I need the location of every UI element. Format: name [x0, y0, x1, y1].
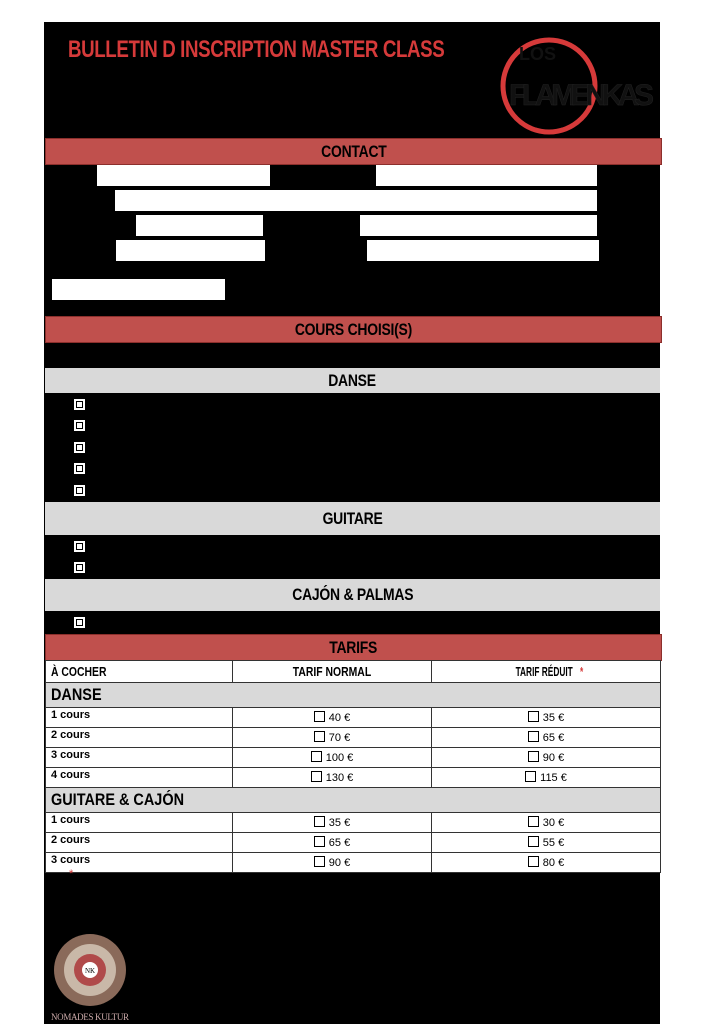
- checkbox[interactable]: [311, 771, 322, 782]
- tarifs-header-row: [46, 661, 661, 683]
- tarifs-table: [45, 660, 661, 873]
- danse-checkbox-4[interactable]: [73, 462, 86, 475]
- extra-field[interactable]: [52, 279, 225, 300]
- table-row: [46, 833, 661, 853]
- table-row: [46, 728, 661, 748]
- table-row: [46, 748, 661, 768]
- col-tarif-reduit: TARIF RÉDUIT *: [432, 661, 661, 683]
- nomades-kultur-logo: [50, 928, 130, 1024]
- col-a-cocher: À COCHER: [46, 661, 233, 683]
- guitare-category-row: [46, 788, 661, 813]
- postcode-field[interactable]: [136, 215, 263, 236]
- logo-caption: NOMADES KULTUR: [51, 1012, 129, 1022]
- table-row: [46, 853, 661, 873]
- firstname-field[interactable]: [376, 165, 597, 186]
- danse-checkbox-5[interactable]: [73, 484, 86, 497]
- footnote-star: *: [69, 868, 74, 880]
- checkbox[interactable]: [314, 836, 325, 847]
- checkbox[interactable]: [314, 816, 325, 827]
- row-label: 2 cours: [46, 728, 233, 748]
- guitare-category-label: GUITARE & CAJÓN: [46, 788, 661, 813]
- flamenkas-logo: [499, 30, 659, 140]
- checkbox[interactable]: [528, 836, 539, 847]
- price-reduit: 35 €: [542, 712, 565, 724]
- row-label: 1 cours: [46, 708, 233, 728]
- checkbox[interactable]: [525, 771, 536, 782]
- price-reduit: 30 €: [542, 817, 565, 829]
- svg-text:FLAMENKAS: FLAMENKAS: [509, 79, 654, 112]
- price-normal: 40 €: [328, 712, 351, 724]
- guitare-checkbox-1[interactable]: [73, 540, 86, 553]
- checkbox[interactable]: [528, 711, 539, 722]
- checkbox[interactable]: [311, 751, 322, 762]
- table-row: [46, 708, 661, 728]
- row-label: 4 cours: [46, 768, 233, 788]
- row-label: 1 cours: [46, 813, 233, 833]
- checkbox[interactable]: [528, 816, 539, 827]
- section-cours-choisis: COURS CHOISI(S): [45, 316, 662, 343]
- logo-monogram: NK: [84, 967, 96, 975]
- checkbox[interactable]: [314, 711, 325, 722]
- row-label: 3 cours: [46, 853, 233, 873]
- cajon-checkbox-1[interactable]: [73, 616, 86, 629]
- price-normal: 90 €: [328, 857, 351, 869]
- phone-field[interactable]: [116, 240, 265, 261]
- form-title: BULLETIN D INSCRIPTION MASTER CLASS: [68, 36, 445, 63]
- checkbox[interactable]: [528, 856, 539, 867]
- section-contact: CONTACT: [45, 138, 662, 165]
- danse-checkbox-1[interactable]: [73, 398, 86, 411]
- danse-checkbox-3[interactable]: [73, 441, 86, 454]
- danse-category-row: [46, 683, 661, 708]
- table-row: [46, 768, 661, 788]
- table-row: [46, 813, 661, 833]
- row-label: 2 cours: [46, 833, 233, 853]
- checkbox[interactable]: [528, 731, 539, 742]
- guitare-checkbox-2[interactable]: [73, 561, 86, 574]
- section-cajon-palmas: CAJÓN & PALMAS: [45, 579, 660, 611]
- city-field[interactable]: [360, 215, 597, 236]
- name-field[interactable]: [97, 165, 270, 186]
- price-normal: 35 €: [328, 817, 351, 829]
- price-reduit: 80 €: [542, 857, 565, 869]
- price-reduit: 65 €: [542, 732, 565, 744]
- address-field[interactable]: [115, 190, 597, 211]
- danse-checkbox-2[interactable]: [73, 419, 86, 432]
- checkbox[interactable]: [314, 856, 325, 867]
- price-normal: 70 €: [328, 732, 351, 744]
- email-field[interactable]: [367, 240, 599, 261]
- price-reduit: 90 €: [542, 752, 565, 764]
- svg-text:LOS: LOS: [519, 44, 557, 64]
- checkbox[interactable]: [528, 751, 539, 762]
- form-sheet: [44, 22, 660, 1024]
- price-reduit: 55 €: [542, 837, 565, 849]
- section-tarifs: TARIFS: [45, 634, 662, 661]
- section-guitare: GUITARE: [45, 502, 660, 535]
- price-normal: 130 €: [325, 772, 354, 784]
- col-tarif-normal: TARIF NORMAL: [233, 661, 432, 683]
- price-normal: 100 €: [325, 752, 354, 764]
- checkbox[interactable]: [314, 731, 325, 742]
- price-reduit: 115 €: [540, 772, 567, 784]
- section-danse: DANSE: [45, 368, 660, 393]
- row-label: 3 cours: [46, 748, 233, 768]
- danse-category-label: DANSE: [46, 683, 661, 708]
- price-normal: 65 €: [328, 837, 351, 849]
